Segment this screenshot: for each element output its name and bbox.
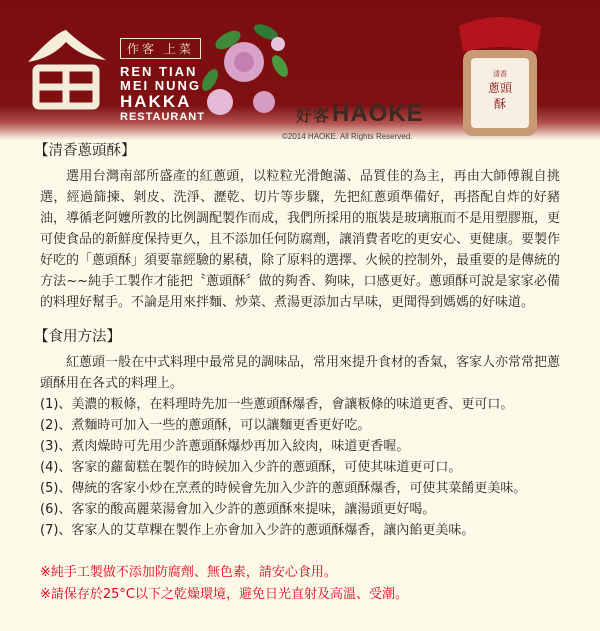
list-item: (2)、煮麵時可加入一些的蔥頭酥，可以讓麵更香更好吃。 [40, 418, 371, 433]
svg-text:清香: 清香 [493, 70, 507, 78]
list-item: (4)、客家的蘿蔔糕在製作的時候加入少許的蔥頭酥，可使其味道更可口。 [40, 460, 462, 475]
note-no-preservatives: ※純手工製做不添加防腐劑、無色素，請安心食用。 [40, 565, 337, 580]
list-item: (3)、煮肉燥時可先用少許蔥頭酥爆炒再加入絞肉，味道更香喔。 [40, 439, 410, 454]
copyright-text: ©2014 HAOKE. All Rights Reserved. [282, 132, 413, 141]
section-title-usage: 【食用方法】 [34, 329, 121, 345]
brand-tag: 作客 上菜 [120, 38, 201, 59]
list-item: (1)、美濃的粄條，在料理時先加一些蔥頭酥爆香，會讓粄條的味道更香、更可口。 [40, 397, 514, 412]
note-storage: ※請保存於25°C以下之乾燥環境，避免日光直射及高溫、受潮。 [40, 587, 409, 602]
list-item: (6)、客家的酸高麗菜湯會加入少許的蔥頭酥來提味，讓湯頭更好喝。 [40, 502, 436, 517]
flowers-illustration-icon [190, 10, 300, 130]
section-title-product: 【清香蔥頭酥】 [34, 143, 136, 159]
brand-line-2: MEI NUNG [120, 78, 201, 93]
main-content [34, 141, 561, 541]
usage-intro: 紅蔥頭一般在中式料理中最常見的調味品，常用來提升食材的香氣，客家人亦常常把蔥頭酥用在各式的料理上。 [40, 355, 561, 391]
ren-tian-logo-icon [22, 28, 110, 110]
haoke-en: HAOKE [332, 100, 424, 127]
haoke-cn: 好客 [296, 106, 331, 125]
list-item: (5)、傳統的客家小炒在烹煮的時候會先加入少許的蔥頭酥爆香，可使其菜餚更美味。 [40, 481, 527, 496]
brand-line-3: HAKKA [120, 92, 192, 111]
svg-text:酥: 酥 [493, 97, 507, 111]
usage-list [40, 394, 560, 541]
brand-line-4: RESTAURANT [120, 111, 205, 123]
haoke-logo [296, 100, 424, 128]
svg-text:蔥頭: 蔥頭 [487, 81, 513, 95]
product-description: 選用台灣南部所盛產的紅蔥頭，以粒粒光滑飽滿、品質佳的為主，再由大師傅親自挑選，經過篩揀、剝皮、洗淨、瀝乾、切片等步驟，先把紅蔥頭準備好，再搭配自炸的好豬油，導循老阿嬤所教的比例調配製作而成，我們所採用的瓶裝是玻璃瓶而不是用塑膠瓶，更可使食品的新鮮度保持更久，且不添加任何防腐劑，讓消費者吃的更安心、更健康。要製作好吃的「蔥頭酥」須要靠經驗的累積，除了原料的選擇、火候的控制外，最重要的是傳統的方法~~純手工製作才能把〝蔥頭酥〞做的夠香、夠味，口感更好。蔥頭酥可說是家家必備的料理好幫手。不論是用來拌麵、炒菜、煮湯更添加古早味，更聞得到媽媽的好味道。 [40, 169, 561, 310]
brand-line-1: REN TIAN [120, 64, 198, 79]
notes [40, 562, 408, 606]
product-jar-icon [445, 12, 555, 140]
list-item: (7)、客家人的艾草粿在製作上亦會加入少許的蔥頭酥爆香，讓內餡更美味。 [40, 523, 475, 538]
